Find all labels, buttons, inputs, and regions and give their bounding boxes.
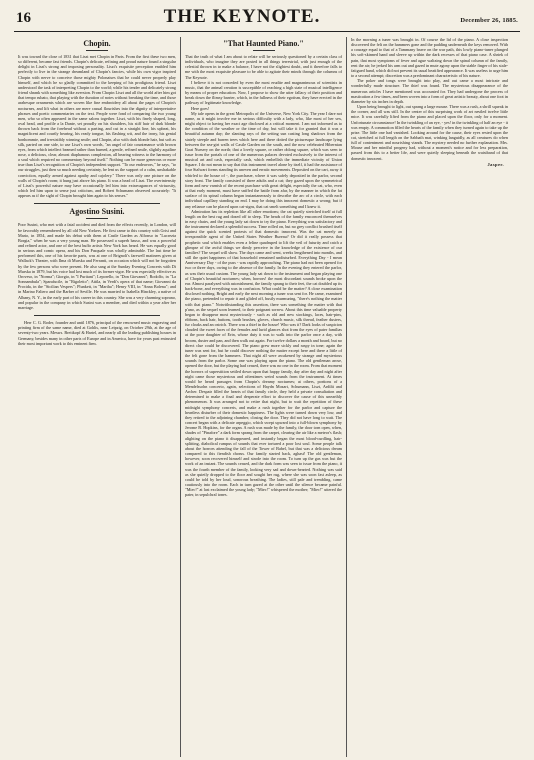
page-number: 16 bbox=[16, 10, 31, 26]
roder-note: Herr C. G. Roder, founder and until 1876, principal of the renowned music engraving and printing firm of the same name, died at Gohlis, near Leipzig, on October 29th, at the age of seventy-two years. Messrs. Breitkopf & Hartel, and nearly all the leading publishing houses in Germany, besides many in other parts of Europe and in America, have for years past entrusted their most important work to this eminent firm. bbox=[18, 320, 176, 346]
haunted-paragraph: Upon being brought to light, out sprang a large mouse. There was a rush, a shrill squeak in the corner, and all was still. In the center of this surprising work of art nestled twelve little mice. It was carefully lifted from the piano and placed upon the floor, only for a moment. Unfortunate circumstance! In the twinkling of an eye, - yes! in the twinkling of half an eye - it was empty. A commotion filled the hearts of the family when they turned again to take up the prize. The little one had vanished. Looking around for the cause, their eyes rested upon the cat, stretched at full length on the Sabbath mat, winking languidly, as all creatures do when full of contentment and nourishing viands. The mystery needed no further explanation. Mrs. Mouse and her mindful progeny had, without a moment's notice and for less preparation, passed from this to a better life, and were quietly sleeping beneath the waistband of that domestic innocent. bbox=[351, 104, 508, 161]
publication-title: THE KEYNOTE. bbox=[163, 6, 321, 27]
issue-date: December 26, 1885. bbox=[460, 17, 518, 24]
headline-rule bbox=[86, 218, 108, 219]
haunted-paragraph: That the truth of what I am about to relate will be seriously questioned by a certain class of individuals, who imagine they are posted in all things terrestrial, with just enough of the celestial thrown in to make a balance, I have not the slightest doubt, and it therefore falls to me with the most exquisite pleasure to be able to agitate their minds through the columns of The Keynote. bbox=[185, 54, 342, 80]
haunted-paragraph: The poker and tongs were brought into play, and out came a most intricate and wonderfully made structure. The thief was found. The mysterious disappearance of the numerous articles I have mentioned was accounted for. They had undergone the process of mastication a few times, and been woven into a form of great artistic beauty, about one foot in diameter by six inches in depth. bbox=[351, 78, 508, 104]
haunted-paragraph: In the morning a tuner was brought in. Of course the lid of the piano. A close inspection discovered the felt on the hammers gone and the padding underneath the keys removed. With a courage equal to that of a Tammany brave on the war path, this lowly piano-tuner plunged his soft-skinned hand and sleeve up within the dark recesses of that piano case. A shriek of pain, that most symptoms of fever and ague waltzing down the spinal column of the family, rent the air; he jerked his arm out and gazed in mute agony upon the stable finger of his stale-fatigued hand, which did not prevent its usual beatified appearance. It was useless to urge him to a second attempt; discretion was a predominant characteristic of his nature. bbox=[351, 37, 508, 79]
column-1 bbox=[14, 37, 180, 757]
susini-paragraph: Poor Susini, who met with a fatal accident and died from the effects recently, in London, will be favorably remembered by all old New Yorkers. He first came to this country with Grisi and Mario, in 1854, and made his debut with them at Castle Garden as Alfonso in "Lucrezia Borgia," when he was a very young man. He possessed a superb basso, and was a powerful and refined actor, and one of the best buffo artists New York has heard. He was equally good in serious and comic opera, and his Don Pasquale was wholly admirable. The last time he performed this, one of his favorite parts, was at one of Brignoli's farewell matinees given at Wallack's Theater, with Ilma di Murska and Ferranti, on occasion which will not be forgotten by the few persons who were present. He also sang at the Sunday Evening Concerts with Di Murska in 1879, but his voice had lost much of its former vigor. He was especially effective as Oroveso, in "Norma"; Giorgio, in "I Puritani"; Leporello, in "Don Giovanni"; Rodolfo, in "La Sonnambula"; Sparafucile, in "Rigoletto"; Attila, in Verdi's opera of that name; Giovanni da Procida, in the "Sicilian Vespers"; Plunkett, in "Martha"; Henry VIII, in "Anna Bolena"; and in Marino Faliero and the Barber of Seville. He was married to Isabella Hinckley, a native of Albany, N. Y., in the early part of his career in this country. She was a very charming soprano, and popular in the company in which Susini was a member, and died within a year after her marriage. bbox=[18, 222, 176, 310]
haunted-paragraph: Admiration has its repletion like all other emotions; the cat quietly stretched itself at full length on the best rug and dozed off to sleep. The heads of the family ensconced themselves in easy chairs, and the young lady sat down to try the piano. Everything was satisfactory and the instrument declared a splendid success. Time rolled on, but no grey conflict brushed itself against the quick scented protests of that domestic innocent. Was the cat merely an irresponsible agent of the United States Weather Bureau? Or did it really possess that prophetic soul which enables even a feline quadruped to lift the veil of futurity and catch a glimpse of the awful things we dimly perceive in the knowledge of the existence of our families? The sequel will show. The days came and went, weeks lengthened into months, and still the quiet happiness of that household remained undisturbed. Everything Day - I mean Anniversary Day - of the puss - was rapidly approaching. The piano had not been opened for two or three days, owing to the absence of the family. In the evening they entered the parlor, as was their usual custom. The young lady sat down to the instrument and began playing one of Chopin's beautiful nocturnes; when, horrors! the most discordant sounds broke upon the ear. Almost paralyzed with astonishment, the family sprang to their feet, the cat doubled up its back-bone, and everything was in confusion. What could be the matter? A close examination disclosed nothing. Bright and early the next morning a tuner was sent for. He came, examined the piano, pretended to repair it and glided off, busily murmuring, "there's nothing the matter with that piano." Notwithstanding this assertion, there was something the matter with that p'ano, as the sequel soon learned, to their poignant sorrow. About this time valuable property began to disappear most mysteriously - such as old and new stockings, laces, hair-pins, ribbons, back hair, buttons, tooth brushes, gloves, church music, silk thread, feather dusters, fur cloaks and an ostrich. There was a thief in the house! Who was it? Dark looks of suspicion clouded the sweet faces of the females and lurid glances shot from the eyes of pater familias at the poor daughter of Erin, whose duty it was to walk into the parlor once a day, with broom, duster and pan, and then walk out again. For twelve dollars a month and board, but no direct clue could be discovered. The piano grew more sickly and raspy in tone; again the tuner was sent for, but he could discover nothing the matter except here and there a little of the felt gone from the hammers. That night all were awakened by strange and mysterious sounds from the parlor. Some one was playing upon the piano. The old gentleman arose, opened the door, but the playing had ceased, there was no one in the room. From that moment the horrors of superstition settled down upon that happy family, day after day and night after night came those mysterious and oftentimes weird sounds from the instrument. At times would be heard passages from Chopin's dreamy nocturnes; at others, portions of a Mendelssohn concerto, again, selections of Haydn Mozart, Schumann, Liszt, Ardilti and Archer. Despair filled the hearts of that family circle, they held a private consultation and determined to make a final and desperate effort to discover the cause of this unearthly phenomenon. It was arranged not to retire that night, but to wait the repetition of these midnight symphony concerts, and make a rush together for the parlor and capture the heartless disturber of their domestic happiness. The lights were turned down very low, and they retired to the adjoining chamber, closing the door. They did not have long to wait. The concert began with a delicate arpeggio, which swept upward into a full-blown symphony by Jerome B. Hopkins, for the organ. A rush was made by the family, the door torn open, when, shades of "Pinafore" a dark form sprang from the carpet, clearing the air like a meteor's flash; alighting on the piano it disappeared, and instantly began the most blood-curdling, hair-splitting, diabolical rumpus of sounds that ever tortured a poor lost soul. Some people talk about the horrors attending the fall of the Tower of Babel, but that was a delicious dream compared to this fiendish chorus. Our family started back, aghast! The old gentleman, however, soon recovered himself and strode into the room. To turn up the gas was but the work of an instant. The sounds ceased, and the dark form was seen to issue from the piano, it was the fourth member of the family, looking very sad and down-hearted. Nothing was said as she quietly dropped to the floor and sought her rug, where she was soon fast asleep, as could be told by her loud, sonorous breathing. The ladies, still pale and trembling, came cautiously into the room. Each in turn gazed at the other until the silence became painful. "Miec!" at last exclaimed the young lady; "Miec!" whispered the mother; "Miec!" uttered the pater, in sepulchral tones. bbox=[185, 208, 342, 498]
haunted-piano-headline: "That Haunted Piano." bbox=[223, 39, 304, 48]
column-3 bbox=[346, 37, 512, 757]
haunted-paragraph: I believe it is not conceded by even the most erudite and magnanimous of scientists in music, that the animal creation is susceptible of reaching a high state of musical intelligence by means of proper education. Now, I propose to show the utter fallacy of their position and break down the flimsy barrier, which, in the fullness of their egotism, they have erected in the pathway of legitimate knowledge. bbox=[185, 79, 342, 106]
section-divider bbox=[34, 315, 160, 316]
chopin-paragraph: It was toward the close of 1831 that Liszt met Chopin in Paris. From the first these two men, so different, became fast friends. Chopin's delicate, refining and proud nature found a singular delight in Liszt's strong and imposing personality. Liszt's exquisite perception enabled him perfectly to live in the strange dreamland of Chopin's fancies, while his own vigor inspired Chopin with nerve to conceive those mighty Polonaises that he could never properly play himself, and which he so gladly committed to the keeping of his prodigious friend. Liszt understood the task of interpreting Chopin to the world; while his tender and delicately strong friend shrank with something like aversion. From Chopin Liszt and all the world after him got that tempo rubato, that playing with the duration of notes without breaking the time, and those arabesque ornaments which are woven like fine embroidery all about the pages of Chopin's nocturnes, and lift what in others are mere casual flourishes into the dignity of interpretative phrases and poetic commentaries on the text. People were fond of comparing the two young men, who so often appeared in the same salons together. Liszt, with his finely shaped, long, oval head, and profile a la Dante, set proudly on his shoulders, his stiff hair of dark blonde thrown back from the forehead without a parting, and cut in a straight line, his upbeat, his magnificent and courtly bearing, his ready tongue, his flashing wit, and the irony, his genial bonhommie, and irresistibly winning smile; and Chopin, also with dark blonde hair, but soft as silk, parted on one side, to use Liszt's own words, "an angel of fair countenance with brown eyes, from which intellect beamed rather than burned, a gentle, refined smile, slightly aquiline nose, a delicious, clear, almost diaphanous complexion, all bearing witness to the harmony of a soul which required no commentary beyond itself." Nothing can be more generous or more true than Liszt's recognition of Chopin's independent support. "To our endeavors," he says, "to our struggles, just then so much needing certainty, he lent us the support of a calm, unshakable conviction, equally armed against apathy and cajolery." There was only one picture on the walls of Chopin's room; it hung just above his piano. It was a head of Liszt. The overintensity of Liszt's powerful nature may have occasionally led him into extravagances of virtuosity, which led him upon to sense just criticism, and Robert Schumann observed accurately: "It appears as if the sight of Chopin brought him again to his senses." bbox=[18, 54, 176, 199]
haunted-paragraph: Here goes! bbox=[191, 105, 210, 111]
column-2 bbox=[180, 37, 346, 757]
headline-rule bbox=[253, 50, 275, 51]
chopin-headline: Chopin. bbox=[83, 39, 111, 48]
section-divider bbox=[34, 203, 160, 204]
author-signature: Jasper. bbox=[487, 161, 504, 167]
article-columns bbox=[14, 37, 520, 757]
susini-headline: Agostino Susini. bbox=[69, 207, 125, 217]
headline-rule bbox=[86, 50, 108, 51]
masthead bbox=[14, 6, 520, 32]
haunted-paragraph: My tale opens in the great Metropolis of the Universe, New York City. The year I dare not name, as it might involve me in serious difficulty with a lady, who, like most of her sex, might object to having her exact age disclosed at a critical moment. I am not informed as to the condition of the weather or the time of day, but will take it for granted that it was a beautiful autumn day; the slanting rays of the setting sun casting long shadows from the stately steeple and barren trees which here and there dotted the picturesque landscape lying between the sea-girt walls of Castle Garden on the south, and the now celebrated Hibernian Goat Nursery on the north; that a lovely square, or rather oblong square, which was seen to issue from the portals of one of the numerous palaces devoted exclusively to the interest of musical art and cash, especially cash, which embellish the immediate vicinity of Union Square. I do not mean to say that this instrument travel alone by itself, it had the assistance of four Stalwart forms standing its uneven and erratic movements. Deposited on the cart, away it whirled to the house of -, the purchaser, where it was safely deposited in the parlor, second story front. The family consisted of three adults and a cat; they gazed upon the symmetrical form and new varnish of the recent purchase with great delight, especially the cat, who, even at that early moment, must have sniffed the battle from afar, by the manner in which the fat surface of its spinal column began instantaneously to describe the arc of a circle, with each individual capillary standing on end. I may be doing this innocent domestic a wrong; but if any reliance can be placed upon cat-signs, that cat smelt something and I knew it. bbox=[185, 110, 342, 209]
